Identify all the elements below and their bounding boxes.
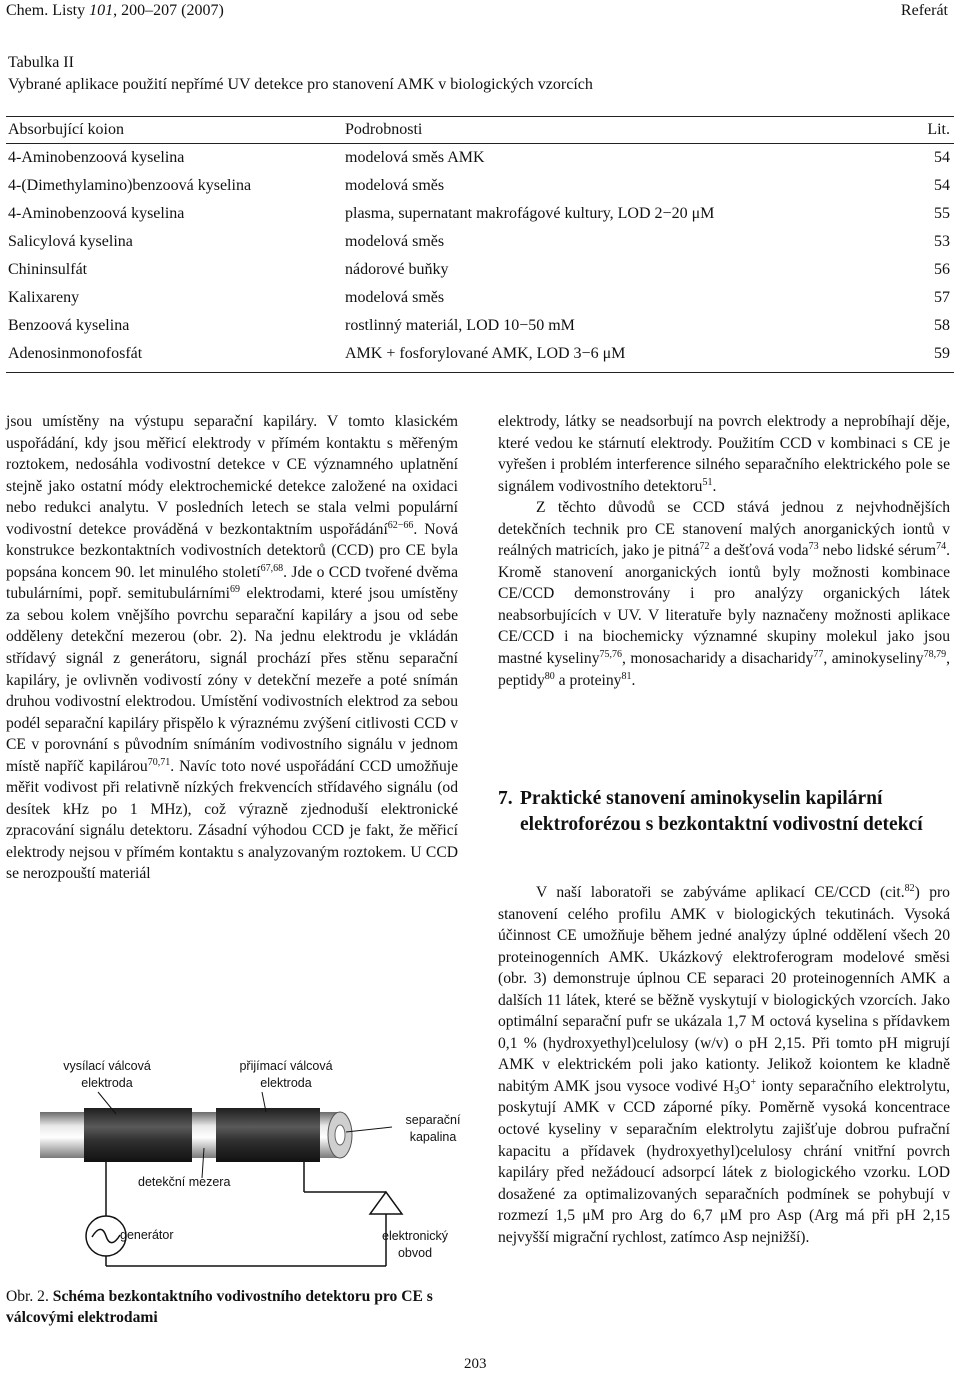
table-cell: 53 — [934, 233, 950, 250]
citation: 51 — [702, 476, 713, 488]
citation: 80 — [544, 670, 555, 682]
citation: 69 — [230, 584, 240, 596]
table-cell: modelová směs — [345, 177, 445, 194]
table-top-rule — [6, 116, 954, 117]
label-receiving-electrode: přijímací válcová elektroda — [239, 1059, 333, 1090]
table-cell: 4-Aminobenzoová kyselina — [8, 205, 185, 222]
label-detection-gap: detekční mezera — [138, 1175, 231, 1189]
figure-detector-schematic — [40, 1052, 480, 1282]
capillary-bore — [335, 1125, 345, 1145]
table-cell: 57 — [934, 289, 950, 306]
section-heading — [498, 786, 938, 838]
table-cell: modelová směs — [345, 233, 445, 250]
table-cell: Kalixareny — [8, 289, 80, 306]
table-row — [8, 233, 952, 257]
table-cell: 58 — [934, 317, 950, 334]
label-generator: generátor — [120, 1228, 174, 1242]
citation: 74 — [936, 541, 947, 553]
pointer-line — [346, 1127, 392, 1132]
table-cell: AMK + fosforylované AMK, LOD 3−6 μM — [345, 345, 626, 362]
page-range-end: 207 (2007) — [153, 2, 224, 19]
table-number: Tabulka II — [8, 54, 74, 71]
figure-caption: Obr. 2. Schéma bezkontaktního vodivostního detektoru pro CE s válcovými elektrodami — [6, 1288, 433, 1326]
table-row — [8, 289, 952, 313]
label-sending-electrode: vysílací válcová elektroda — [63, 1059, 151, 1090]
table-row — [8, 317, 952, 341]
table-cell: nádorové buňky — [345, 261, 449, 278]
table-cell: 4-(Dimethylamino)benzoová kyselina — [8, 177, 252, 194]
section-label: Referát — [900, 2, 948, 19]
table-cell: 56 — [934, 261, 950, 278]
table-cell: plasma, supernatant makrofágové kultury, LOD 2−20 μM — [345, 205, 715, 222]
page-range-start: , 200 — [113, 2, 146, 19]
citation: 73 — [808, 541, 819, 553]
table-row — [8, 205, 952, 229]
table-row — [8, 177, 952, 201]
table-cell: Benzoová kyselina — [8, 317, 130, 334]
journal-volume: 101 — [89, 2, 114, 19]
table-cell: 59 — [934, 345, 950, 362]
section-number: 7. — [498, 788, 513, 809]
table-cell: modelová směs AMK — [345, 149, 485, 166]
section-title: Praktické stanovení aminokyselin kapilární elektroforézou s bezkontaktní vodivostní detekcí — [520, 788, 923, 835]
table-row — [8, 261, 952, 285]
table-cell: Chininsulfát — [8, 261, 88, 278]
table-cell: modelová směs — [345, 289, 445, 306]
paragraph: V naší laboratoři se zabýváme aplikací CE/CCD (cit.$^{82}$) pro stanovení celého profilu AMK v biologických tekutinách. Vysoká účinnost CE umožňuje během jedné analýzy úplné oddělení všech 20 proteinogenních AMK. Ukázkový elektroferogram modelové směsi (obr. 3) demonstruje úplnou CE separaci 20 proteinogenních AMK a dalších 11 látek, které se běžně vyskytují v biologických vzorcích. Jako optimální separační pufr se ukázala 1,7 M octová kyselina s přídavkem 0,1 % (hydroxyethyl)celulosy (w/v) o pH 2,15. Při tomto pH migrují AMK v elektrickém poli jako kationty. Jelikož koiontem ke kladně nabitým AMK jsou vysoce vodivé $H_3O^+$ ionty separačního elektrolytu, poskytují AMK v CCD záporné píky. Poměrně vysoká koncentrace octové kyseliny v separačním elektrolytu zajišťuje dobrou pufrační kapacitu a přídavek (hydroxyethyl)celulosy chrání vnitřní povrch kapiláry před nežádoucí adsorpcí látek z biologického vzorku. LOD dosažené za optimalizovaných separačních podmínek se pohybují v rozmezí 1,5 μM pro Arg do 6,7 μM pro Asp (Arg má při pH 2,15 nejvyšší migrační rychlost, zatímco Asp nejnižší). — [498, 883, 950, 1246]
left-column-text — [6, 411, 458, 885]
running-header: Chem. Listy 101, 200–207 (2007) — [6, 2, 224, 19]
journal-name: Chem. Listy — [6, 2, 90, 19]
table-title: Vybrané aplikace použití nepřímé UV detekce pro stanovení AMK v biologických vzorcích — [8, 76, 593, 93]
table-row — [8, 345, 952, 369]
table-cell: Adenosinmonofosfát — [8, 345, 143, 362]
column-header: Podrobnosti — [345, 121, 423, 138]
right-column-text — [498, 411, 950, 691]
paragraph: jsou umístěny na výstupu separační kapiláry. V tomto klasickém uspořádání, kdy jsou měřicí elektrody v přímém kontaktu s měřeným roztokem, nedosáhla vodivostní detekce v CE významného uplatnění stejně jako ostatní módy elektrochemické detekce založené na oxidaci nebo redukci analytu. V posledních letech se stala velmi populární vodivostní detekce prováděná v bezkontaktním uspořádání$^{62-66}$. Nová konstrukce bezkontaktních vodivostních detektorů (CCD) pro CE byla popsána koncem 90. let minulého století$^{67,68}$. Jde o CCD tvořené dvěma tubulárními, popř. semitubulárními$^{69}$ elektrodami, které jsou umístěny za sebou kolem vnějšího povrchu separační kapiláry a jsou od sebe odděleny detekční mezerou (obr. 2). Na jednu elektrodu je vkládán střídavý signál z generátoru, signál prochází přes stěnu separační kapiláry, je ovlivněn vodivostí zóny v detekční mezeře a poté snímán druhou vodivostní elektrodou. Umístění vodivostních elektrod za sebou podél separační kapiláry přispělo k výraznému zvýšení citlivosti CCD v CE v porovnání s původním snímáním vodivostního signálu v jednom místě napříč kapilárou$^{70,71}$. Navíc toto nové uspořádání CCD umožňuje měřit vodivost při relativně nízkých frekvencích střídavého signálu (od desítek kHz po 1 MHz), což výrazně zjednoduší elektronické zpracování signálu detektoru. Zásadní výhodou CCD je fakt, že měřicí elektrody nejsou v přímém kontaktu s analyzovaným roztokem. U CCD se nerozpouští materiál — [6, 413, 458, 883]
receiving-electrode — [216, 1108, 320, 1162]
citation: 72 — [699, 541, 710, 553]
table-cell: 54 — [934, 149, 950, 166]
table-row — [8, 149, 952, 173]
label-capillary: separační kapalina — [405, 1113, 461, 1144]
citation: 81 — [621, 670, 632, 682]
table-cell: 54 — [934, 177, 950, 194]
right-column-text-lower — [498, 882, 950, 1248]
citation: 78,79 — [923, 649, 947, 661]
table-bottom-rule — [6, 372, 954, 373]
label-electronic-circuit: elektronický obvod — [382, 1229, 448, 1260]
citation: 70,71 — [147, 756, 171, 768]
citation: 62−66 — [387, 519, 414, 531]
citation: 67,68 — [260, 562, 284, 574]
table-cell: 4-Aminobenzoová kyselina — [8, 149, 185, 166]
table-header-rule — [6, 143, 954, 144]
column-header: Absorbující koion — [8, 121, 124, 138]
table-cell: Salicylová kyselina — [8, 233, 133, 250]
table-header-row — [8, 121, 952, 145]
paragraph: elektrody, látky se neadsorbují na povrch elektrody a neprobíhají děje, které vedou ke stárnutí elektrody. Použitím CCD v kombinaci s CE je vyřešen i problém interference silného separačního elektrického pole se signálem vodivostního detektoru$^{51}$. — [498, 413, 950, 495]
citation: 75,76 — [599, 649, 622, 661]
table-cell: rostlinný materiál, LOD 10−50 mM — [345, 317, 575, 334]
page-number: 203 — [464, 1356, 487, 1372]
table-cell: 55 — [934, 205, 950, 222]
sending-electrode — [84, 1108, 192, 1162]
paragraph: Z těchto důvodů se CCD stává jednou z nejvhodnějších detekčních technik pro CE stanovení malých anorganických iontů v reálných matricích, jako je pitná$^{72}$ a dešťová voda$^{73}$ nebo lidské sérum$^{74}$. Kromě stanovení anorganických iontů byly možnosti kombinace CE/CCD demonstrovány i pro analýzy organických látek neabsorbujících v UV. V literatuře byly naznačeny možnosti aplikace CE/CCD i na biochemicky významné skupiny molekul jako jsou mastné kyseliny$^{75,76}$, monosacharidy a disacharidy$^{77}$, aminokyseliny$^{78,79}$, peptidy$^{80}$ a proteiny$^{81}$. — [498, 499, 950, 689]
citation: 77 — [813, 649, 824, 661]
column-header: Lit. — [927, 121, 950, 138]
amplifier-icon — [370, 1192, 402, 1214]
citation: 82 — [904, 883, 915, 894]
